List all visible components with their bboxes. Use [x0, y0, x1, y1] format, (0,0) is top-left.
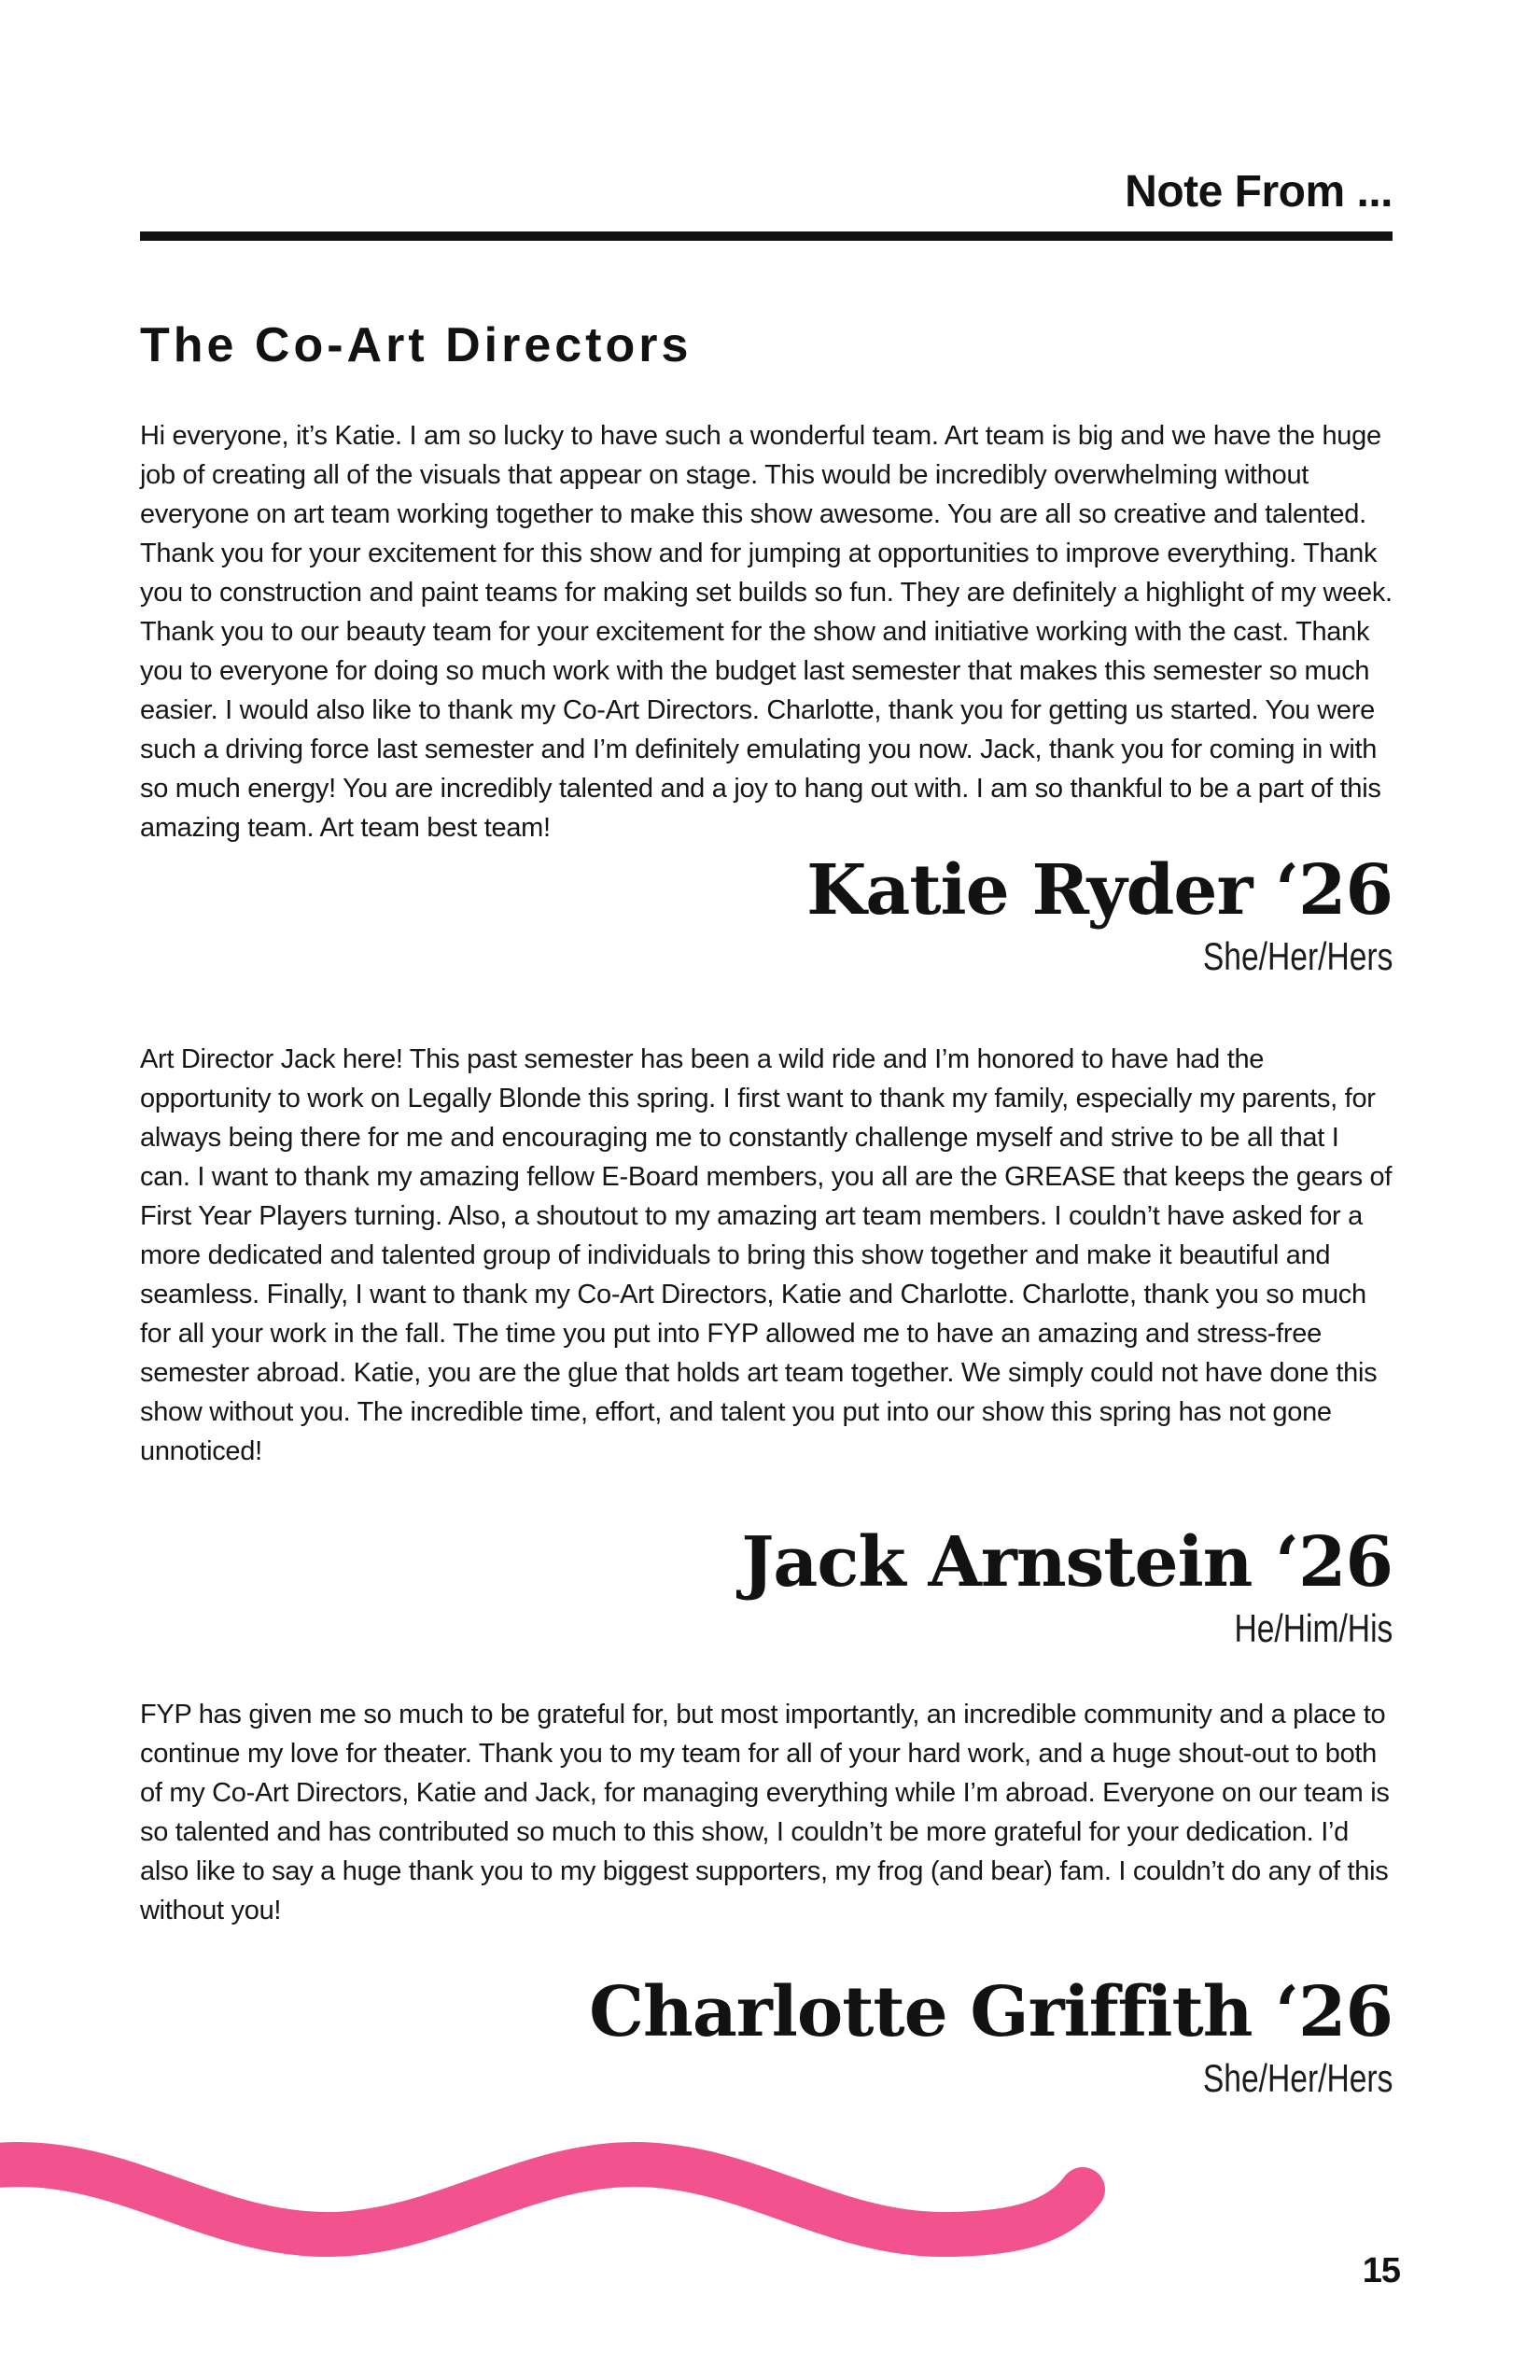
wave-path	[0, 2164, 1083, 2234]
signature-jack: Jack Arnstein ‘26	[741, 1522, 1393, 1603]
note-katie	[140, 416, 1393, 980]
pronouns-text: He/Him/His	[1234, 1606, 1393, 1650]
note-body: Art Director Jack here! This past semester has been a wild ride and I’m honored to have had the opportunity to work on Legally Blonde this spring. I first want to thank my family, especially my parents, for always being there for me and encouraging me to constantly challenge myself and strive to be all that I can. I want to thank my amazing fellow E-Board members, you all are the GREASE that keeps the gears of First Year Players turning. Also, a shoutout to my amazing art team members. I couldn’t have asked for a more dedicated and talented group of individuals to bring this show together and make it beautiful and seamless. Finally, I want to thank my Co-Art Directors, Katie and Charlotte. Charlotte, thank you so much for all your work in the fall. The time you put into FYP allowed me to have an amazing and stress-free semester abroad. Katie, you are the glue that holds art team together. We simply could not have done this show without you. The incredible time, effort, and talent you put into our show this spring has not gone unnoticed!	[140, 1044, 1393, 1466]
note-body: Hi everyone, it’s Katie. I am so lucky to have such a wonderful team. Art team is big and we have the huge job of creating all of the visuals that appear on stage. This would be incredibly overwhelming without everyone on art team working together to make this show awesome. You are all so creative and talented. Thank you for your excitement for this show and for jumping at opportunities to improve everything. Thank you to construction and paint teams for making set builds so fun. They are definitely a highlight of my week. Thank you to our beauty team for your excitement for the show and initiative working with the cast. Thank you to everyone for doing so much work with the budget last semester that makes this semester so much easier. I would also like to thank my Co-Art Directors. Charlotte, thank you for getting us started. You were such a driving force last semester and I’m definitely emulating you now. Jack, thank you for coming in with so much energy! You are incredibly talented and a joy to hang out with. I am so thankful to be a part of this amazing team. Art team best team!	[140, 421, 1393, 843]
page-number: 15	[1362, 2251, 1400, 2290]
note-jack	[140, 1040, 1393, 1652]
header-rule	[140, 231, 1393, 241]
wave-decoration-icon	[0, 2117, 1176, 2359]
note-charlotte	[140, 1695, 1393, 2102]
pronouns-text: She/Her/Hers	[1202, 2056, 1393, 2100]
page-title: The Co-Art Directors	[140, 318, 693, 372]
pronouns-text: She/Her/Hers	[1202, 934, 1393, 978]
note-body: FYP has given me so much to be grateful for, but most importantly, an incredible community and a place to continue my love for theater. Thank you to my team for all of your hard work, and a huge shout-out to both of my Co-Art Directors, Katie and Jack, for managing everything while I’m abroad. Everyone on our team is so talented and has contributed so much to this show, I couldn’t be more grateful for your dedication. I’d also like to say a huge thank you to my biggest supporters, my frog (and bear) fam. I couldn’t do any of this without you!	[140, 1700, 1390, 1925]
page-kicker: Note From ...	[1125, 167, 1393, 217]
signature-katie: Katie Ryder ‘26	[806, 850, 1393, 931]
pronouns-charlotte	[140, 2055, 1393, 2102]
pronouns-katie	[140, 933, 1393, 980]
signature-charlotte: Charlotte Griffith ‘26	[589, 1972, 1393, 2052]
page-header	[140, 166, 1393, 241]
pronouns-jack	[140, 1605, 1393, 1652]
